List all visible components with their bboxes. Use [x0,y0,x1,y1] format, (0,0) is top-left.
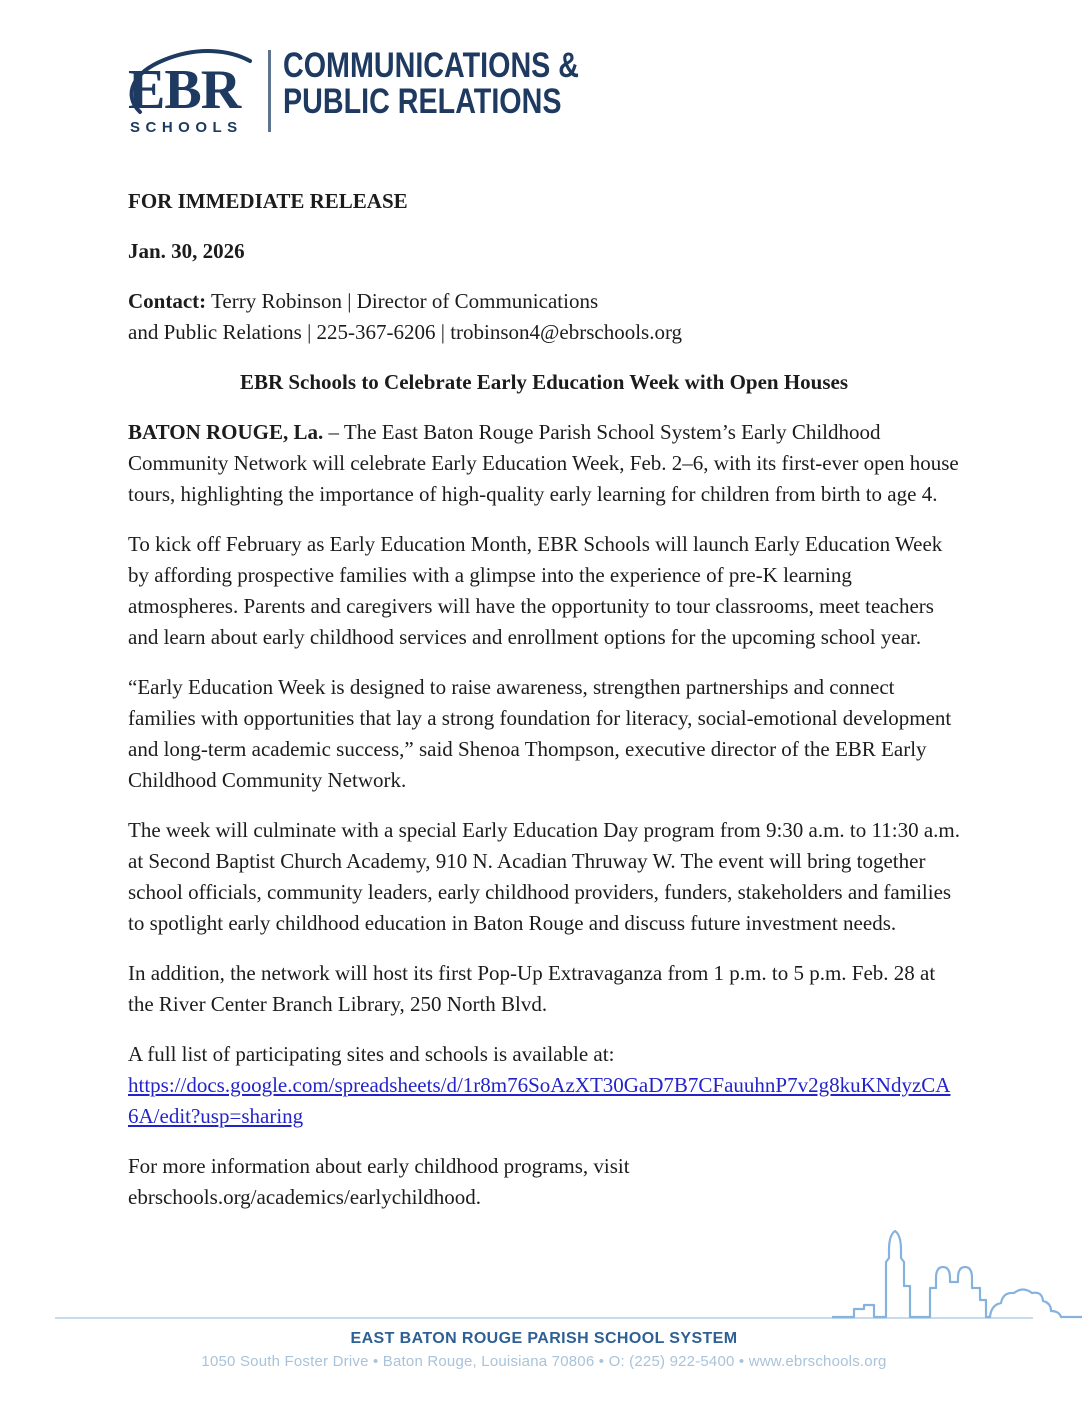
release-date: Jan. 30, 2026 [128,239,245,263]
paragraph-culminate: The week will culminate with a special Early Education Day program from 9:30 a.m. to 11:30 a.m. at Second Baptist Church Academy, 910 N. Acadian Thruway W. The event will bring together school officials, community leaders, early childhood providers, funders, stakeholders and families to spotlight early childhood education in Baton Rouge and discuss future investment needs. [128,818,960,935]
letterhead [126,46,644,138]
department-name [283,48,579,120]
paragraph-kickoff: To kick off February as Early Education Month, EBR Schools will launch Early Education Week by affording prospective families with a glimpse into the experience of pre-K learning atmospheres. Parents and caregivers will have the opportunity to tour classrooms, meet teachers and learn about early childhood services and enrollment options for the upcoming school year. [128,532,943,649]
paragraph-more-info: For more information about early childhood programs, visit ebrschools.org/academics/earlychildhood. [128,1154,630,1209]
headline: EBR Schools to Celebrate Early Education Week with Open Houses [239,370,849,394]
contact-block [128,286,960,348]
site-list-intro: A full list of participating sites and schools is available at: [128,1042,615,1066]
document-body [128,186,960,1232]
contact-line2: and Public Relations | 225-367-6206 | trobinson4@ebrschools.org [128,320,683,344]
paragraph-dateline [128,417,960,510]
contact-line1: Terry Robinson | Director of Communications [206,289,599,313]
baton-rouge-skyline-icon [832,1226,1082,1320]
release-tag: FOR IMMEDIATE RELEASE [128,189,408,213]
dateline-text: – The East Baton Rouge Parish School System’s Early Childhood Community Network will celebrate Early Education Week, Feb. 2–6, with its first-ever open house tours, highlighting the importance of high-quality early learning for children from birth to age 4. [128,420,959,506]
paragraph-site-list [128,1039,960,1132]
dateline-lead: BATON ROUGE, La. [128,420,324,444]
ebr-schools-logo [126,46,258,138]
footer-organization: EAST BATON ROUGE PARISH SCHOOL SYSTEM [350,1330,738,1347]
paragraph-popup: In addition, the network will host its first Pop-Up Extravaganza from 1 p.m. to 5 p.m. Feb. 28 at the River Center Branch Library, 250 North Blvd. [128,961,936,1016]
logo-acronym: EBR [128,59,241,121]
logo-subtext: SCHOOLS [130,119,243,136]
letterhead-divider [268,50,271,132]
department-line2: PUBLIC RELATIONS [283,82,562,121]
paragraph-quote: “Early Education Week is designed to raise awareness, strengthen partnerships and connect families with opportunities that lay a strong foundation for literacy, social-emotional development and long-term academic success,” said Shenoa Thompson, executive director of the EBR Early Childhood Community Network. [128,675,952,792]
department-line1: COMMUNICATIONS & [283,46,580,85]
contact-label: Contact: [128,289,207,313]
spreadsheet-link[interactable]: https://docs.google.com/spreadsheets/d/1r8m76SoAzXT30GaD7B7CFauuhnP7v2g8kuKNdyzCA6A/edit?usp=sharing [128,1073,951,1128]
footer-address: 1050 South Foster Drive • Baton Rouge, Louisiana 70806 • O: (225) 922-5400 • www.ebrschools.org [201,1353,887,1370]
